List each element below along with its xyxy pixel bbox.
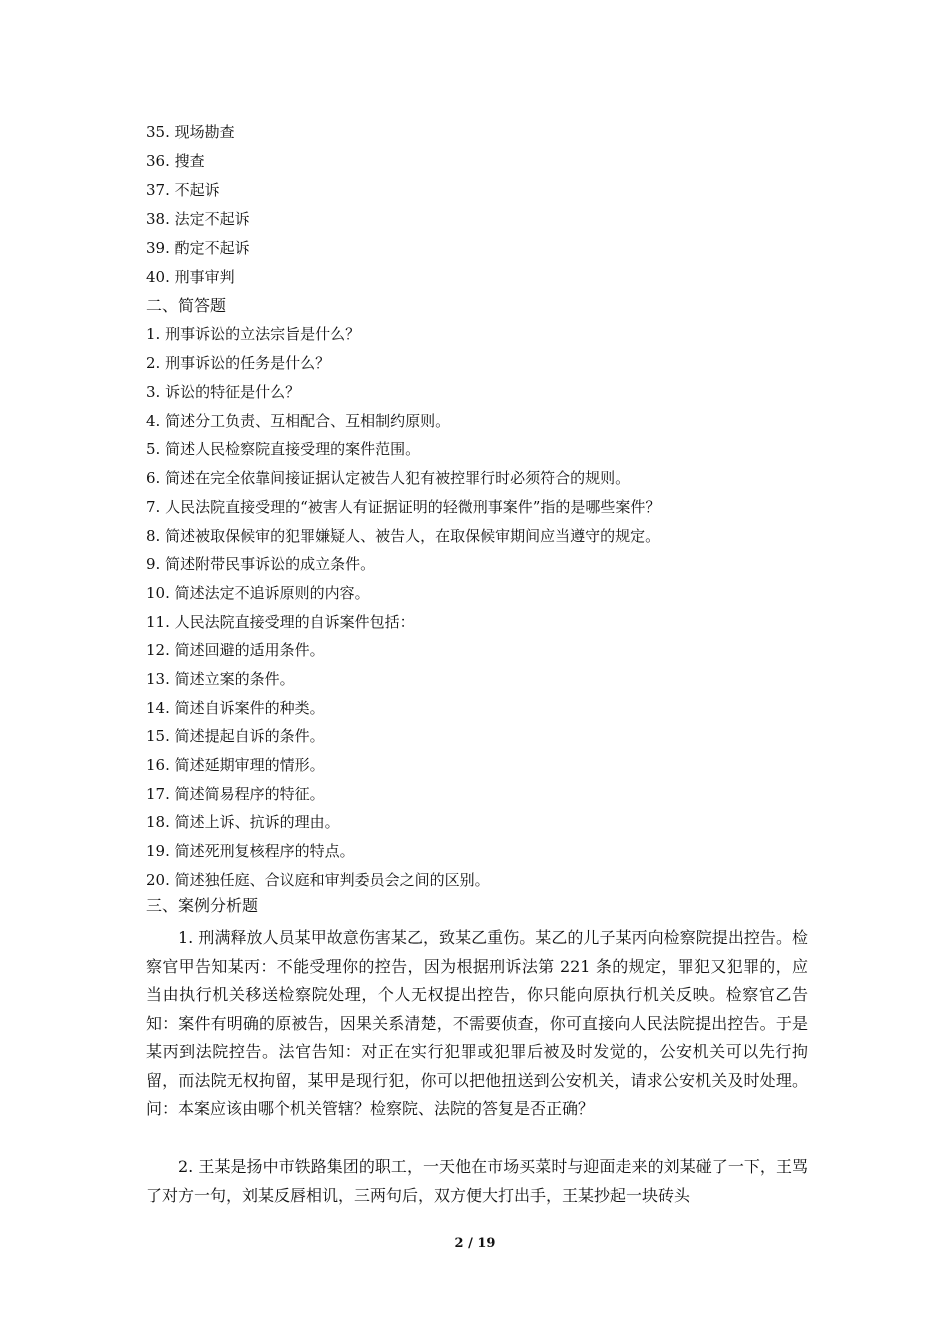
question-item: 1. 刑事诉讼的立法宗旨是什么？ (146, 325, 361, 343)
section-heading-short-answer: 二、简答题 (146, 296, 227, 315)
term-item: 36. 搜查 (146, 152, 205, 170)
term-item: 35. 现场勘查 (146, 123, 235, 141)
term-item: 40. 刑事审判 (146, 268, 235, 286)
question-item: 8. 简述被取保候审的犯罪嫌疑人、被告人，在取保候审期间应当遵守的规定。 (146, 527, 661, 545)
term-item: 39. 酌定不起诉 (146, 239, 250, 257)
question-item: 3. 诉讼的特征是什么？ (146, 383, 301, 401)
question-item: 12. 简述回避的适用条件。 (146, 641, 325, 659)
question-item: 18. 简述上诉、抗诉的理由。 (146, 813, 340, 831)
question-item: 2. 刑事诉讼的任务是什么？ (146, 354, 331, 372)
question-item: 10. 简述法定不追诉原则的内容。 (146, 584, 370, 602)
question-item: 17. 简述简易程序的特征。 (146, 785, 325, 803)
question-item: 7. 人民法院直接受理的“被害人有证据证明的轻微刑事案件”指的是哪些案件？ (146, 498, 661, 516)
question-item: 4. 简述分工负责、互相配合、互相制约原则。 (146, 412, 451, 430)
question-item: 20. 简述独任庭、合议庭和审判委员会之间的区别。 (146, 871, 490, 889)
question-item: 15. 简述提起自诉的条件。 (146, 727, 325, 745)
question-item: 14. 简述自诉案件的种类。 (146, 699, 325, 717)
question-item: 6. 简述在完全依靠间接证据认定被告人犯有被控罪行时必须符合的规则。 (146, 469, 631, 487)
case-paragraph-2: 2. 王某是扬中市铁路集团的职工，一天他在市场买菜时与迎面走来的刘某碰了一下，王骂了对方一句，刘某反唇相讥，三两句后，双方便大打出手，王某抄起一块砖头 (146, 1157, 808, 1205)
question-item: 5. 简述人民检察院直接受理的案件范围。 (146, 440, 421, 458)
page-number: 2 / 19 (454, 1236, 496, 1251)
case-paragraph-1: 1. 刑满释放人员某甲故意伤害某乙，致某乙重伤。某乙的儿子某丙向检察院提出控告。检察官甲告知某丙：不能受理你的控告，因为根据刑诉法第 221 条的规定，罪犯又犯罪的，应当由执行机关移送检察院处理，个人无权提出控告，你只能向原执行机关反映。检察官乙告知：案件有明确的原被告，因果关系清楚，不需要侦查，你可直接向人民法院提出控告。于是某丙到法院控告。法官告知：对正在实行犯罪或犯罪后被及时发觉的，公安机关可以先行拘留，而法院无权拘留，某甲是现行犯，你可以把他扭送到公安机关，请求公安机关及时处理。 问：本案应该由哪个机关管辖？检察院、法院的答复是否正确？ (146, 928, 808, 1118)
question-item: 9. 简述附带民事诉讼的成立条件。 (146, 555, 376, 573)
question-item: 16. 简述延期审理的情形。 (146, 756, 325, 774)
section-heading-case-analysis: 三、案例分析题 (146, 896, 259, 915)
term-item: 38. 法定不起诉 (146, 210, 250, 228)
question-item: 13. 简述立案的条件。 (146, 670, 295, 688)
question-item: 11. 人民法院直接受理的自诉案件包括： (146, 613, 415, 631)
term-item: 37. 不起诉 (146, 181, 220, 199)
question-item: 19. 简述死刑复核程序的特点。 (146, 842, 355, 860)
